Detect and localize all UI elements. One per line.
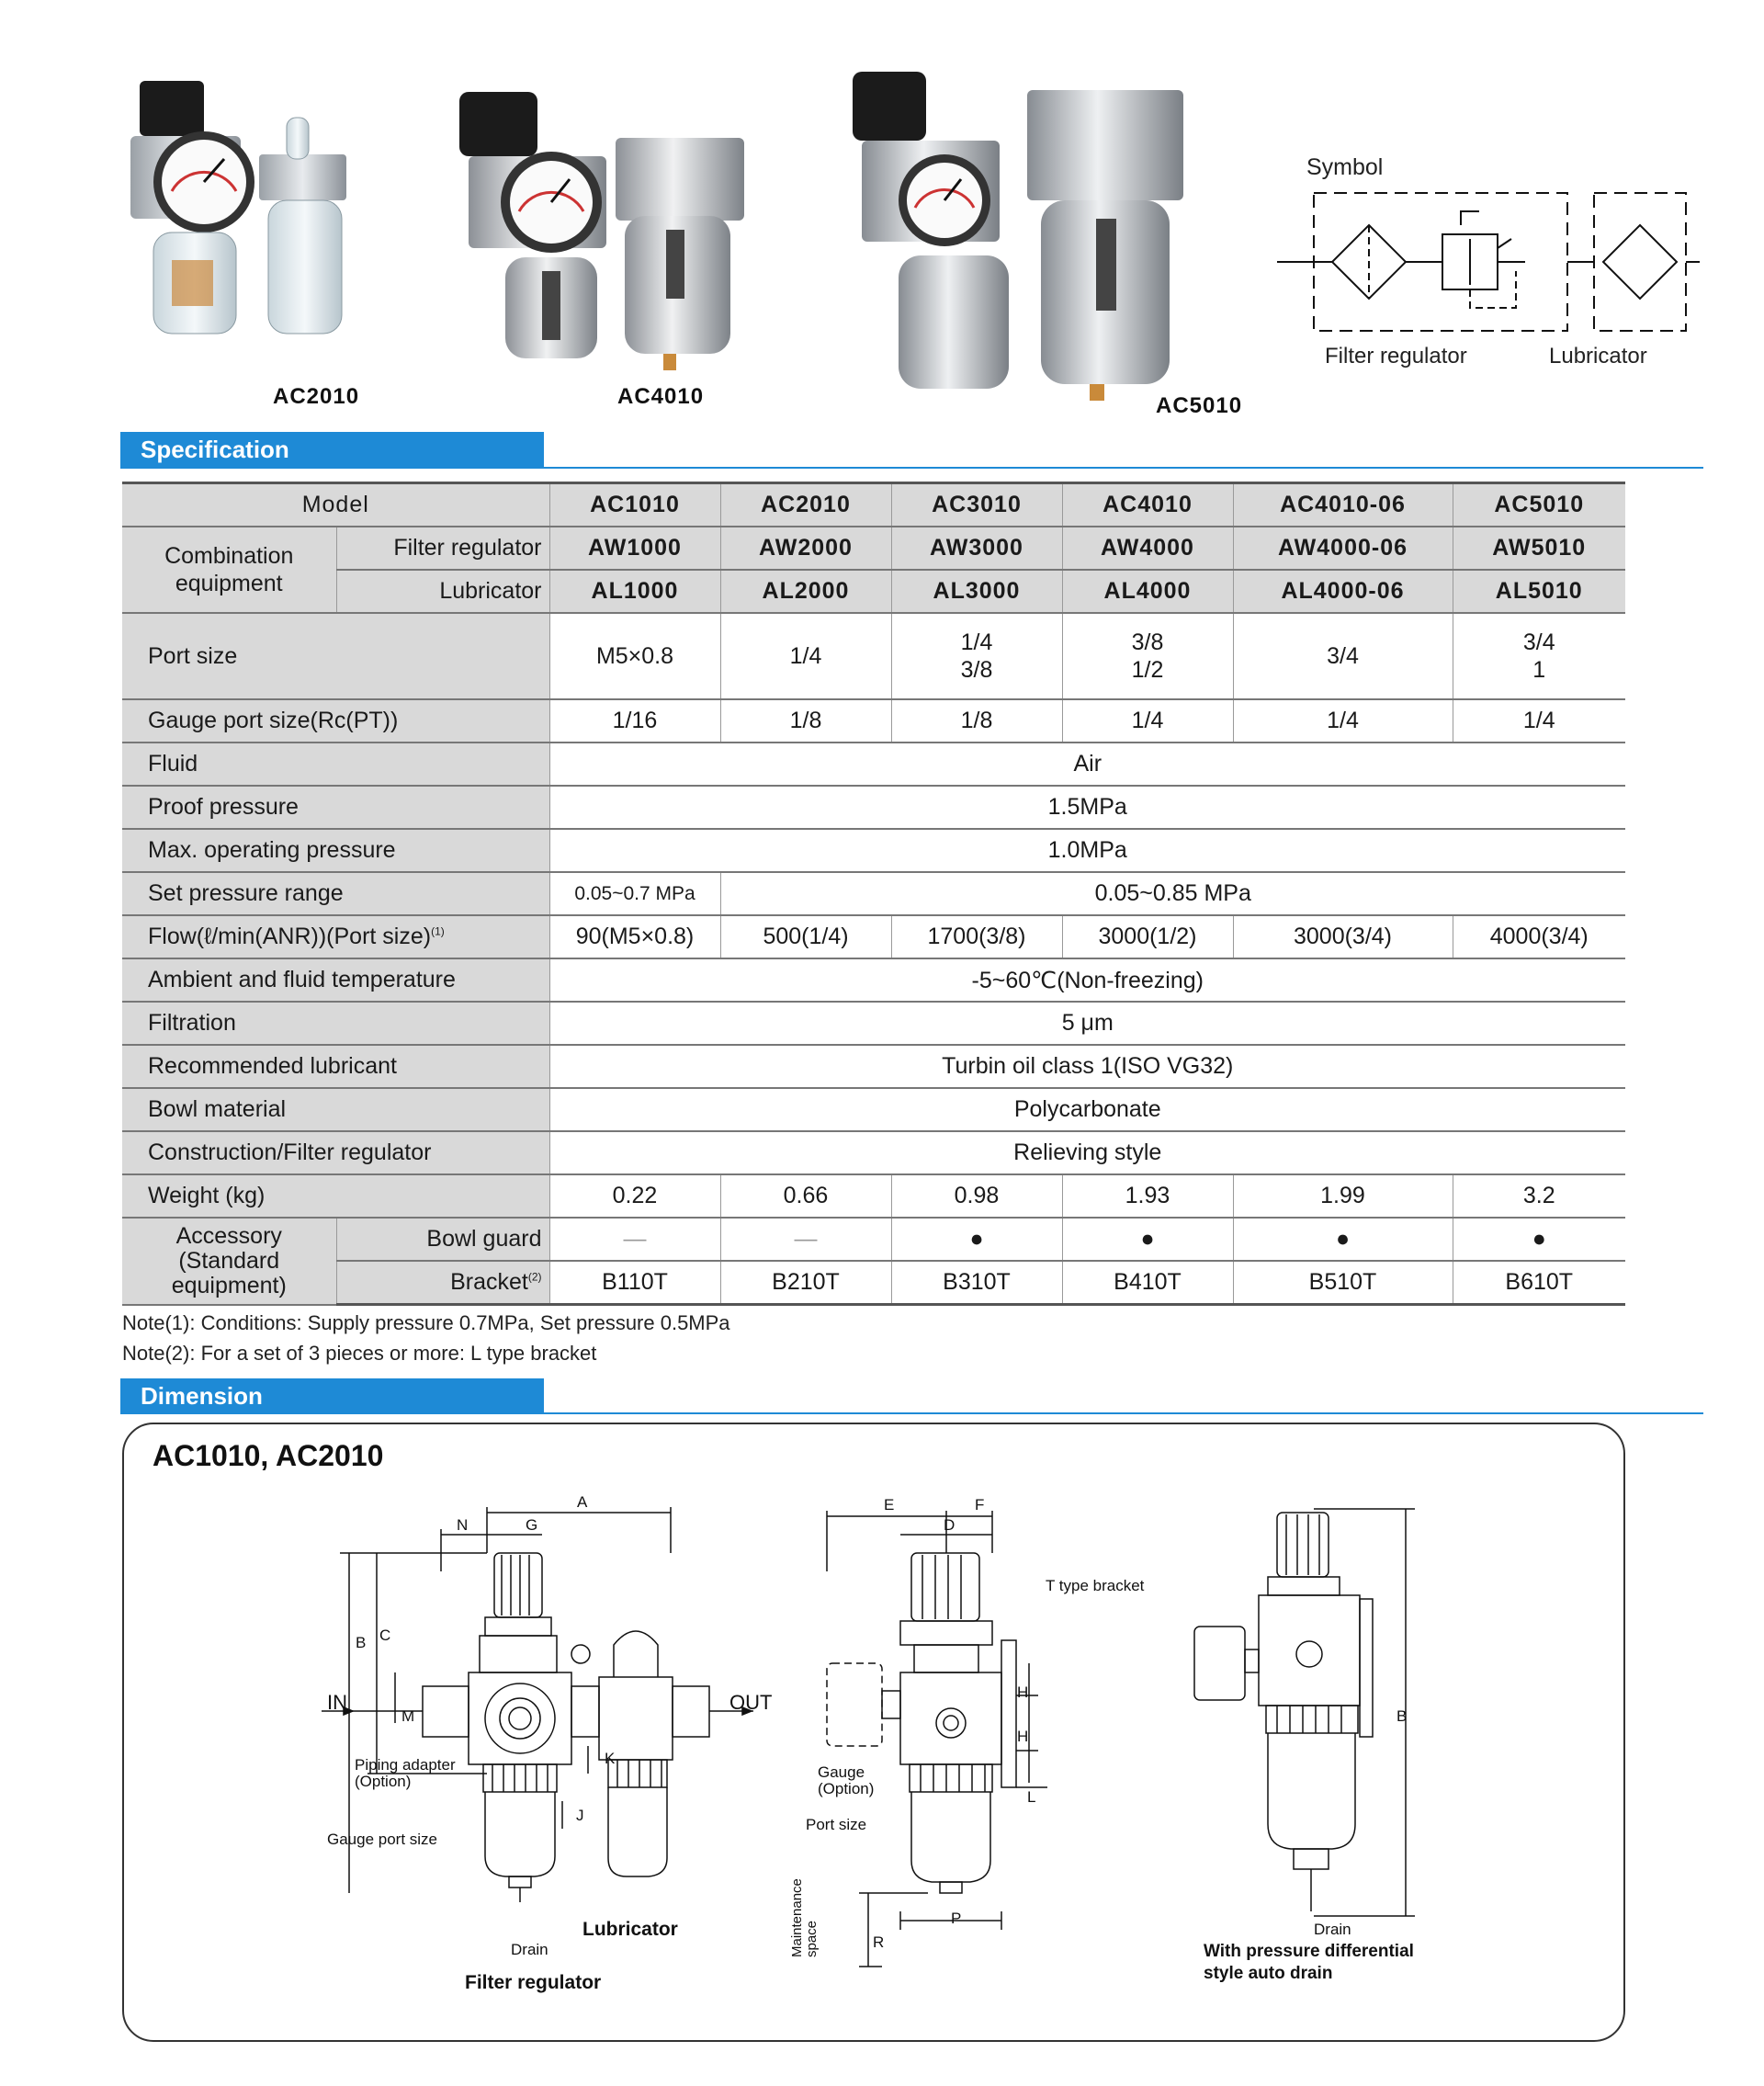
row-ambient-temperature [122, 958, 1625, 1002]
section-header-specification: Specification [120, 432, 544, 467]
row-set-pressure-range [122, 872, 1625, 915]
flow-note-mark: (1) [431, 924, 445, 938]
product-label: AC2010 [273, 384, 360, 409]
port-size-cell [1062, 613, 1233, 699]
construction-label: Construction/Filter regulator [122, 1131, 549, 1174]
ambient-temperature-value: -5~60℃(Non-freezing) [549, 958, 1625, 1002]
filter-regulator-cell: AW3000 [891, 527, 1062, 570]
symbol-filter-regulator-label: Filter regulator [1325, 344, 1467, 368]
bowl-guard-cell: ● [1233, 1218, 1453, 1261]
gauge-port-cell: 1/4 [1233, 699, 1453, 743]
row-filter-regulator [122, 527, 1625, 570]
maintenance-space-label [790, 1878, 820, 1957]
dim-letter-a: A [577, 1493, 588, 1511]
max-operating-pressure-label: Max. operating pressure [122, 829, 549, 872]
drain-label: Drain [511, 1941, 548, 1958]
maintenance-line: Maintenance [789, 1878, 805, 1957]
dim-letter-c: C [379, 1627, 391, 1644]
bowl-guard-cell: — [720, 1218, 891, 1261]
dim-letter-d: D [944, 1516, 956, 1534]
row-construction [122, 1131, 1625, 1174]
filter-regulator-cell: AW5010 [1453, 527, 1625, 570]
bowl-guard-cell: — [549, 1218, 720, 1261]
bracket-note-mark: (2) [527, 1270, 542, 1284]
gauge-option-line: Gauge [818, 1763, 865, 1781]
dim-letter-k: K [605, 1750, 616, 1767]
weight-cell: 0.22 [549, 1174, 720, 1218]
filter-regulator-cell: AW1000 [549, 527, 720, 570]
row-filtration [122, 1002, 1625, 1045]
flow-label [122, 915, 549, 958]
gauge-port-cell: 1/8 [891, 699, 1062, 743]
section-divider [120, 467, 1703, 469]
model-cell: AC4010 [1062, 483, 1233, 527]
out-label: OUT [729, 1691, 773, 1714]
row-flow [122, 915, 1625, 958]
port-size-label: Port size [122, 613, 549, 699]
port-size-line: 1/2 [1131, 657, 1164, 683]
dim-letter-b: B [1396, 1707, 1408, 1725]
port-size-line: M5×0.8 [595, 643, 674, 669]
product-photo-ac4010 [441, 64, 772, 386]
port-size-line: 1 [1532, 657, 1546, 683]
accessory-label: Accessory (Standard equipment) [122, 1218, 336, 1305]
set-pressure-range-label: Set pressure range [122, 872, 549, 915]
port-size-cell [1453, 613, 1625, 699]
flow-cell: 4000(3/4) [1453, 915, 1625, 958]
lubricator-cell: AL2000 [720, 570, 891, 613]
filter-regulator-cell: AW4000 [1062, 527, 1233, 570]
specification-table [122, 482, 1625, 1306]
model-cell: AC5010 [1453, 483, 1625, 527]
model-cell: AC4010-06 [1233, 483, 1453, 527]
proof-pressure-label: Proof pressure [122, 786, 549, 829]
proof-pressure-value: 1.5MPa [549, 786, 1625, 829]
flow-cell: 3000(3/4) [1233, 915, 1453, 958]
note-1: Note(1): Conditions: Supply pressure 0.7MPa, Set pressure 0.5MPa [122, 1311, 730, 1334]
filtration-label: Filtration [122, 1002, 549, 1045]
set-pressure-range-ac1010: 0.05~0.7 MPa [549, 872, 720, 915]
flow-label-text: Flow(ℓ/min(ANR))(Port size) [148, 924, 432, 949]
model-cell: AC3010 [891, 483, 1062, 527]
model-cell: AC2010 [720, 483, 891, 527]
gauge-option-label [818, 1764, 874, 1797]
filtration-value: 5 μm [549, 1002, 1625, 1045]
weight-cell: 0.98 [891, 1174, 1062, 1218]
port-size-line: 3/4 [1327, 643, 1359, 669]
model-cell: AC1010 [549, 483, 720, 527]
weight-cell: 1.93 [1062, 1174, 1233, 1218]
drain-label: Drain [1314, 1921, 1351, 1938]
dim-letter-l: L [1027, 1788, 1036, 1806]
filter-regulator-caption: Filter regulator [465, 1972, 602, 1993]
bowl-material-value: Polycarbonate [549, 1088, 1625, 1131]
symbol-title: Symbol [1306, 154, 1384, 180]
dimension-drawing-side [808, 1498, 1158, 1976]
piping-adapter-line: (Option) [355, 1773, 412, 1790]
filter-regulator-cell: AW2000 [720, 527, 891, 570]
symbol-lubricator-label: Lubricator [1549, 344, 1647, 368]
bracket-cell: B410T [1062, 1261, 1233, 1305]
lubricator-cell: AL1000 [549, 570, 720, 613]
port-size-line: 1/4 [789, 643, 822, 669]
row-weight [122, 1174, 1625, 1218]
row-fluid [122, 743, 1625, 786]
bowl-guard-cell: ● [1062, 1218, 1233, 1261]
product-label: AC4010 [617, 384, 705, 409]
construction-value: Relieving style [549, 1131, 1625, 1174]
weight-cell: 3.2 [1453, 1174, 1625, 1218]
bracket-cell: B210T [720, 1261, 891, 1305]
port-size-line: 3/8 [960, 657, 993, 683]
bowl-material-label: Bowl material [122, 1088, 549, 1131]
ambient-temperature-label: Ambient and fluid temperature [122, 958, 549, 1002]
row-gauge-port [122, 699, 1625, 743]
gauge-port-cell: 1/8 [720, 699, 891, 743]
bracket-cell: B610T [1453, 1261, 1625, 1305]
max-operating-pressure-value: 1.0MPa [549, 829, 1625, 872]
set-pressure-range-others: 0.05~0.85 MPa [720, 872, 1625, 915]
port-size-line: 3/8 [1131, 629, 1164, 655]
row-model [122, 483, 1625, 527]
section-divider [120, 1412, 1703, 1414]
product-photo-ac2010 [103, 62, 397, 375]
dim-letter-h: H [1017, 1684, 1029, 1701]
weight-cell: 0.66 [720, 1174, 891, 1218]
port-size-cell [549, 613, 720, 699]
section-header-dimension: Dimension [120, 1378, 544, 1413]
weight-cell: 1.99 [1233, 1174, 1453, 1218]
dim-letter-g: G [526, 1516, 538, 1534]
note-2: Note(2): For a set of 3 pieces or more: L type bracket [122, 1342, 597, 1365]
product-label: AC5010 [1156, 393, 1243, 418]
port-size-cell [720, 613, 891, 699]
lubricator-cell: AL4000-06 [1233, 570, 1453, 613]
lubricator-label: Lubricator [336, 570, 549, 613]
combination-label: Combination equipment [122, 527, 336, 613]
bracket-label-text: Bracket [450, 1269, 528, 1295]
dim-letter-j: J [576, 1807, 584, 1824]
dim-letter-p: P [951, 1910, 962, 1927]
bracket-cell: B310T [891, 1261, 1062, 1305]
filter-regulator-label: Filter regulator [336, 527, 549, 570]
row-bracket [122, 1261, 1625, 1305]
row-bowl-guard [122, 1218, 1625, 1261]
pneumatic-symbol-diagram [1277, 184, 1700, 340]
spec-notes [122, 1308, 730, 1368]
gauge-port-cell: 1/16 [549, 699, 720, 743]
product-photo-ac5010 [843, 62, 1229, 412]
bowl-guard-label: Bowl guard [336, 1218, 549, 1261]
dim-letter-h: H [1017, 1728, 1029, 1745]
gauge-port-label: Gauge port size(Rc(PT)) [122, 699, 549, 743]
bowl-guard-cell: ● [1453, 1218, 1625, 1261]
bracket-cell: B510T [1233, 1261, 1453, 1305]
flow-cell: 1700(3/8) [891, 915, 1062, 958]
gauge-port-size-label: Gauge port size [327, 1831, 438, 1848]
in-label: IN [327, 1691, 347, 1714]
port-size-line: 3/4 [1522, 629, 1555, 655]
auto-drain-caption [1204, 1941, 1414, 1985]
dim-letter-m: M [401, 1707, 415, 1725]
bracket-label [336, 1261, 549, 1305]
port-size-line: 1/4 [960, 629, 993, 655]
dim-letter-f: F [975, 1496, 985, 1513]
bowl-guard-cell: ● [891, 1218, 1062, 1261]
port-size-label: Port size [806, 1816, 867, 1833]
dimension-title: AC1010, AC2010 [153, 1439, 384, 1472]
piping-adapter-line: Piping adapter [355, 1756, 456, 1774]
auto-drain-line: style auto drain [1204, 1964, 1333, 1983]
filter-regulator-cell: AW4000-06 [1233, 527, 1453, 570]
fluid-label: Fluid [122, 743, 549, 786]
row-port-size [122, 613, 1625, 699]
flow-cell: 3000(1/2) [1062, 915, 1233, 958]
port-size-cell [1233, 613, 1453, 699]
piping-adapter-label [355, 1757, 456, 1790]
port-size-cell [891, 613, 1062, 699]
flow-cell: 500(1/4) [720, 915, 891, 958]
lubricator-cell: AL3000 [891, 570, 1062, 613]
row-bowl-material [122, 1088, 1625, 1131]
lubricator-caption: Lubricator [582, 1919, 678, 1940]
dim-letter-n: N [457, 1516, 469, 1534]
gauge-port-cell: 1/4 [1062, 699, 1233, 743]
lubricator-cell: AL4000 [1062, 570, 1233, 613]
dim-letter-r: R [873, 1933, 885, 1951]
row-recommended-lubricant [122, 1045, 1625, 1088]
row-max-operating-pressure [122, 829, 1625, 872]
dim-letter-b: B [356, 1634, 367, 1651]
model-label: Model [122, 483, 549, 527]
fluid-value: Air [549, 743, 1625, 786]
maintenance-line: space [804, 1920, 820, 1957]
recommended-lubricant-value: Turbin oil class 1(ISO VG32) [549, 1045, 1625, 1088]
gauge-port-cell: 1/4 [1453, 699, 1625, 743]
auto-drain-line: With pressure differential [1204, 1942, 1414, 1961]
lubricator-cell: AL5010 [1453, 570, 1625, 613]
bracket-cell: B110T [549, 1261, 720, 1305]
weight-label: Weight (kg) [122, 1174, 549, 1218]
recommended-lubricant-label: Recommended lubricant [122, 1045, 549, 1088]
t-bracket-label: T type bracket [1046, 1577, 1145, 1594]
dimension-drawing-auto-drain [1185, 1507, 1461, 1939]
row-lubricator [122, 570, 1625, 613]
flow-cell: 90(M5×0.8) [549, 915, 720, 958]
row-proof-pressure [122, 786, 1625, 829]
gauge-option-line: (Option) [818, 1780, 875, 1797]
dim-letter-e: E [884, 1496, 895, 1513]
